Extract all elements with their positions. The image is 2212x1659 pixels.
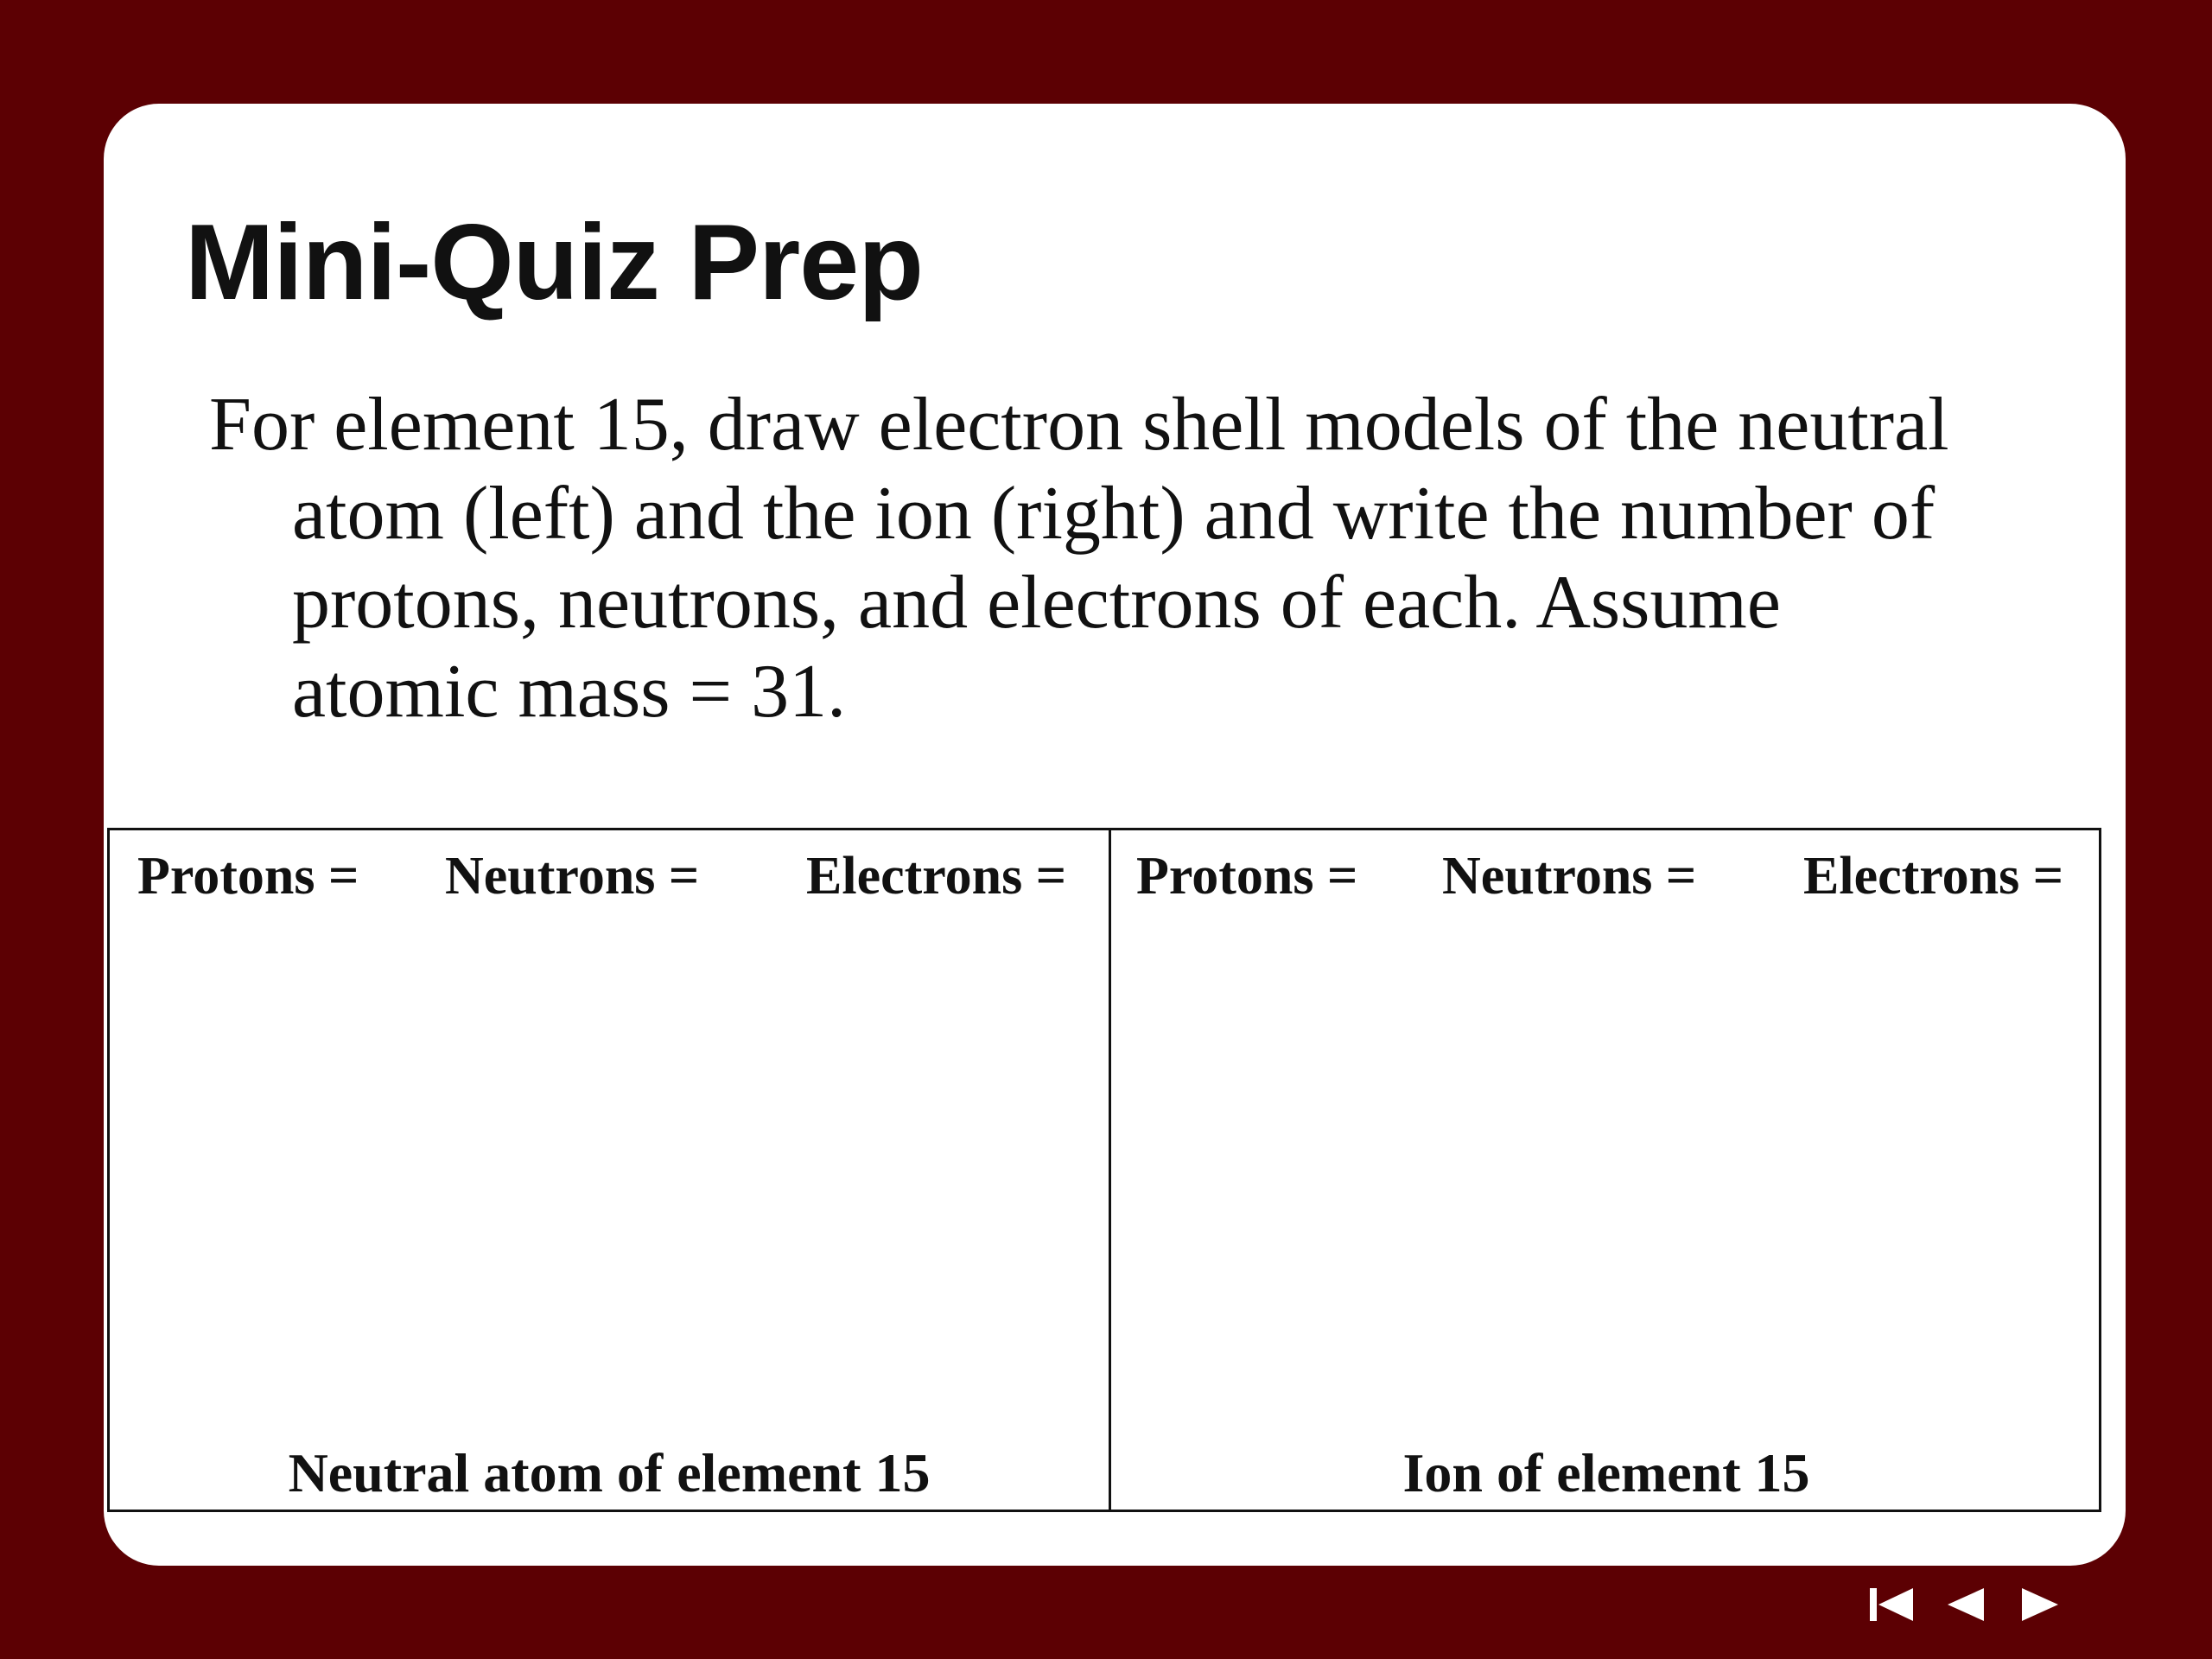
prompt-line: For element 15, draw electron shell models of the neutral: [209, 383, 1949, 467]
prompt-line: atomic mass = 31.: [292, 650, 847, 734]
left-caption: Neutral atom of element 15: [288, 1442, 931, 1503]
right-neutrons-label: Neutrons =: [1442, 847, 1697, 906]
first-slide-icon[interactable]: [1866, 1583, 1916, 1626]
slide-navigation: [1866, 1583, 2065, 1626]
slide-title: Mini-Quiz Prep: [185, 203, 923, 322]
prompt-line: protons, neutrons, and electrons of each. Assume: [292, 561, 1781, 645]
prompt-line: atom (left) and the ion (right) and write the number of: [292, 472, 1936, 556]
left-electrons-label: Electrons =: [806, 847, 1067, 906]
answer-table: [107, 828, 2101, 1512]
right-protons-label: Protons =: [1136, 847, 1358, 906]
right-drawing-area[interactable]: [1111, 908, 2101, 1427]
question-prompt: [209, 380, 2196, 736]
slide-panel: [104, 104, 2126, 1566]
previous-slide-icon[interactable]: [1941, 1583, 1991, 1626]
right-caption: Ion of element 15: [1402, 1442, 1810, 1503]
next-slide-icon[interactable]: [2015, 1583, 2065, 1626]
left-protons-label: Protons =: [137, 847, 359, 906]
left-drawing-area[interactable]: [110, 908, 1109, 1427]
right-electrons-label: Electrons =: [1803, 847, 2064, 906]
left-neutrons-label: Neutrons =: [445, 847, 700, 906]
